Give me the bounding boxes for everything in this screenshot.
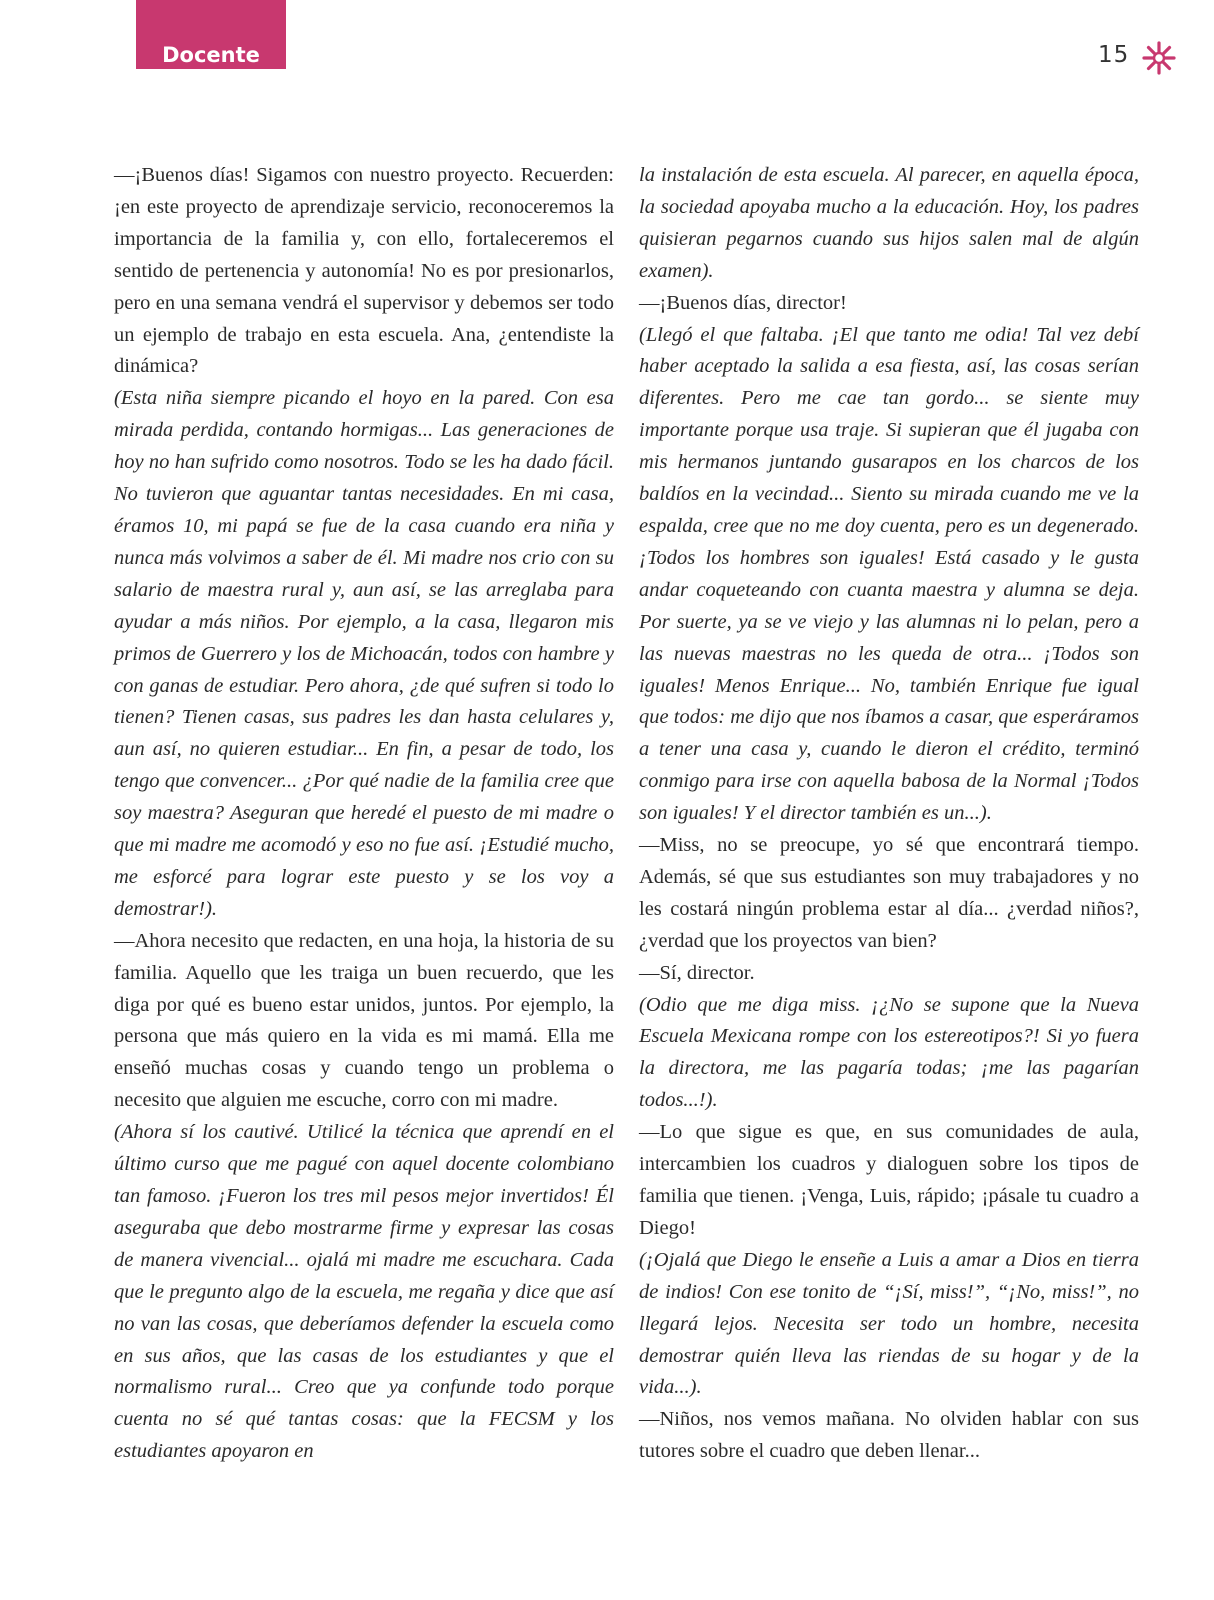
paragraph: —¡Buenos días, director! — [639, 291, 847, 314]
paragraph: —¡Buenos días! Sigamos con nuestro proyecto. Recuerden: ¡en este proyecto de aprendizaje servicio, reconoceremos la importancia de la familia y, con ello, fortaleceremos el sentido de pertenencia y autonomía! No es por presionarlos, pero en una semana vendrá el supervisor y debemos ser todo un ejemplo de trabajo en esta escuela. Ana, ¿entendiste la dinámica? — [114, 164, 614, 378]
page-number: 15 — [1098, 42, 1130, 68]
inner-monologue-paragraph: (Ahora sí los cautivé. Utilicé la técnica que aprendí en el último curso que me pagué con aquel docente colombiano tan famoso. ¡Fueron los tres mil pesos mejor invertidos! Él aseguraba que debo mostrarme firme y expresar las cosas de manera vivencial... ojalá mi madre me escuchara. Cada que le pregunto algo de la escuela, me regaña y dice que así no van las cosas, que deberíamos defender la escuela como en sus años, que las casas de los estudiantes y que el normalismo rural... Creo que ya confunde todo porque cuenta no sé qué tantas cosas: que la FECSM y los estudiantes apoyaron en — [114, 1121, 614, 1463]
paragraph: —Sí, director. — [639, 961, 755, 984]
section-tab — [136, 0, 286, 69]
asterisk-flower-icon — [1141, 40, 1177, 76]
left-column — [114, 160, 614, 1468]
paragraph: —Miss, no se preocupe, yo sé que encontrará tiempo. Además, sé que sus estudiantes son muy trabajadores y no les costará ningún problema estar al día... ¿verdad niños?, ¿verdad que los proyectos van bien? — [639, 834, 1139, 952]
paragraph: —Lo que sigue es que, en sus comunidades de aula, intercambien los cuadros y dialoguen sobre los tipos de familia que tienen. ¡Venga, Luis, rápido; ¡pásale tu cuadro a Diego! — [639, 1121, 1139, 1239]
right-column — [639, 160, 1139, 1468]
inner-monologue-paragraph: (¡Ojalá que Diego le enseñe a Luis a amar a Dios en tierra de indios! Con ese tonito de “¡Sí, miss!”, “¡No, miss!”, no llegará lejos. Necesita ser todo un hombre, necesita demostrar quién lleva las riendas de su hogar y de la vida...). — [639, 1248, 1139, 1399]
inner-monologue-paragraph: la instalación de esta escuela. Al parecer, en aquella época, la sociedad apoyaba mucho a la educación. Hoy, los padres quisieran pegarnos cuando sus hijos salen mal de algún examen). — [639, 164, 1139, 282]
inner-monologue-paragraph: (Esta niña siempre picando el hoyo en la pared. Con esa mirada perdida, contando hormigas... Las generaciones de hoy no han sufrido como nosotros. Todo se les ha dado fácil. No tuvieron que aguantar tantas necesidades. En mi casa, éramos 10, mi papá se fue de la casa cuando era niña y nunca más volvimos a saber de él. Mi madre nos crio con su salario de maestra rural y, aun así, se las arreglaba para ayudar a más niños. Por ejemplo, a la casa, llegaron mis primos de Guerrero y los de Michoacán, todos con hambre y con ganas de estudiar. Pero ahora, ¿de qué sufren si todo lo tienen? Tienen casas, sus padres les dan hasta celulares y, aun así, no quieren estudiar... En fin, a pesar de todo, los tengo que convencer... ¿Por qué nadie de la familia cree que soy maestra? Aseguran que heredé el puesto de mi madre o que mi madre me acomodó y eso no fue así. ¡Estudié mucho, me esforcé para lograr este puesto y se los voy a demostrar!). — [114, 387, 614, 920]
inner-monologue-paragraph: (Odio que me diga miss. ¡¿No se supone que la Nueva Escuela Mexicana rompe con los estereotipos?! Si yo fuera la directora, me las pagaría todas; ¡me las pagarían todos...!). — [639, 993, 1139, 1112]
section-tab-label: Docente — [162, 43, 260, 67]
paragraph: —Ahora necesito que redacten, en una hoja, la historia de su familia. Aquello que les traiga un buen recuerdo, que les diga por qué es bueno estar unidos, juntos. Por ejemplo, la persona que más quiero en la vida es mi mamá. Ella me enseñó muchas cosas y cuando tengo un problema o necesito que alguien me escuche, corro con mi madre. — [114, 929, 614, 1112]
inner-monologue-paragraph: (Llegó el que faltaba. ¡El que tanto me odia! Tal vez debí haber aceptado la salida a esa fiesta, así, las cosas serían diferentes. Pero me cae tan gordo... se siente muy importante porque usa traje. Si supieran que él jugaba con mis hermanos juntando gusarapos en los charcos de los baldíos en la vecindad... Siento su mirada cuando me ve la espalda, cree que no me doy cuenta, pero es un degenerado. ¡Todos los hombres son iguales! Está casado y le gusta andar coqueteando con cuanta maestra y alumna se deja. Por suerte, ya se ve viejo y las alumnas ni lo pelan, pero a las nuevas maestras no les queda de otra... ¡Todos son iguales! Menos Enrique... No, también Enrique fue igual que todos: me dijo que nos íbamos a casar, que esperáramos a tener una casa y, cuando le dieron el crédito, terminó conmigo para irse con aquella babosa de la Normal ¡Todos son iguales! Y el director también es un...). — [639, 323, 1139, 825]
paragraph: —Niños, nos vemos mañana. No olviden hablar con sus tutores sobre el cuadro que deben llenar... — [639, 1408, 1139, 1463]
